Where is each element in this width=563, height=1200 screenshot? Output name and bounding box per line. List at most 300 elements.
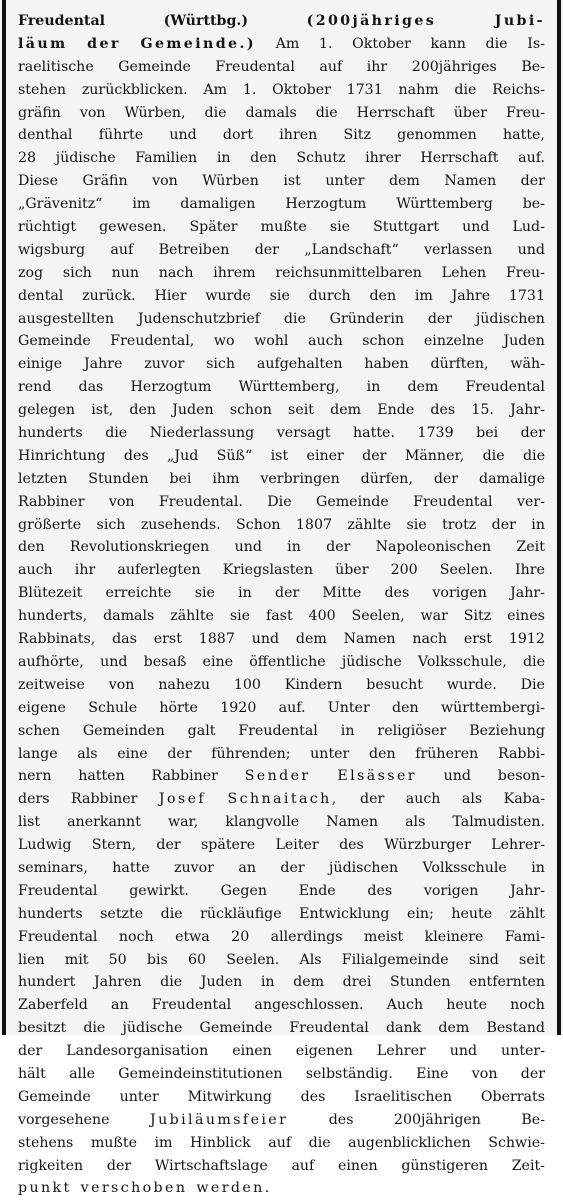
word: im: [414, 287, 433, 304]
word: vorigen: [432, 585, 487, 602]
word: Herrschaft: [356, 104, 435, 121]
word: des: [384, 585, 410, 602]
word: 1.: [242, 81, 257, 98]
word: den: [18, 539, 45, 556]
word: eines: [507, 608, 545, 625]
word: Auch: [386, 997, 424, 1014]
word: 100: [233, 676, 261, 693]
word: besaß: [143, 653, 187, 670]
word: dank: [385, 1020, 422, 1037]
word: (200jähriges: [306, 13, 437, 29]
word: Seelen.: [439, 562, 493, 579]
word: kleinere: [424, 928, 484, 945]
word: zuvor: [174, 859, 214, 876]
word: sind: [468, 951, 499, 968]
text-line: [18, 468, 545, 491]
word: Seelen,: [351, 608, 405, 625]
word: jüdischen: [329, 859, 399, 876]
word: und: [462, 219, 490, 236]
word: Männer,: [404, 447, 465, 464]
word: hatten: [78, 768, 125, 785]
word: Namen: [343, 631, 396, 648]
word: der: [167, 745, 192, 762]
word: bis: [146, 951, 168, 968]
word: anerkannt: [67, 814, 141, 831]
word: Freudental.: [158, 493, 243, 510]
word: ihm: [212, 470, 240, 487]
text-line: [18, 399, 545, 422]
word: augenblicklichen: [348, 1134, 471, 1151]
word: Schwie-: [488, 1134, 545, 1151]
text-line: [18, 1063, 545, 1086]
word: entfernten: [468, 974, 545, 991]
word: der: [520, 425, 545, 442]
word: lien: [18, 951, 45, 968]
word: hatte,: [503, 127, 545, 144]
word: galt: [187, 722, 216, 739]
word: Süß“: [216, 447, 253, 464]
word: die: [522, 447, 545, 464]
word: das: [78, 379, 104, 396]
word: sich: [206, 356, 235, 373]
text-line: [18, 926, 545, 949]
word: Entwicklung: [299, 905, 390, 922]
word: 1731: [508, 287, 545, 304]
word: hunderts: [18, 425, 83, 442]
word: der: [254, 241, 279, 258]
word: Be-: [521, 1111, 545, 1128]
word: versagt: [276, 425, 331, 442]
word: des: [430, 402, 456, 419]
word: Hier: [154, 287, 187, 304]
word: Gemeinde: [118, 58, 191, 75]
text-line: [18, 376, 545, 399]
word: nach: [412, 631, 448, 648]
word: sie: [229, 608, 251, 625]
word: Wirtschaftslage: [154, 1157, 268, 1174]
word: Jahren: [93, 974, 142, 991]
word: aufhörte,: [18, 653, 84, 670]
word: jüdische: [122, 1020, 183, 1037]
word: Josef: [158, 791, 207, 808]
word: wo: [213, 333, 235, 350]
word: vorigen: [423, 882, 479, 899]
text-line: [18, 445, 545, 468]
word: Die: [267, 493, 292, 510]
text-line: [18, 262, 545, 285]
word: gelegen: [18, 402, 76, 419]
word: gewesen.: [99, 219, 167, 236]
text-line: [18, 353, 545, 376]
word: mußte: [260, 219, 307, 236]
word: Napoleonischen: [375, 539, 492, 556]
word: gräfin: [18, 104, 61, 121]
word: Beziehung: [469, 722, 545, 739]
word: dürften,: [430, 356, 489, 373]
word: Kaba-: [503, 791, 545, 808]
word: den: [368, 745, 396, 762]
word: Jahr-: [510, 402, 545, 419]
word: letzten: [18, 470, 68, 487]
word: Würben: [202, 173, 259, 190]
word: Elsässer: [337, 768, 417, 785]
word: aufgehalten: [256, 356, 343, 373]
word: auf: [319, 58, 343, 75]
text-line: [18, 834, 545, 857]
word: der: [520, 173, 545, 190]
word: Unter: [327, 699, 370, 716]
word: religiöser: [377, 722, 447, 739]
word: verlassen: [424, 241, 493, 258]
word: 1.: [318, 35, 333, 52]
word: ver-: [516, 493, 545, 510]
word: als: [405, 814, 426, 831]
word: Gemeinde: [315, 493, 389, 510]
word: stehens: [18, 1134, 74, 1151]
word: zählte: [347, 516, 392, 533]
word: ihren: [279, 127, 318, 144]
word: Sitz: [343, 127, 371, 144]
word: zählte: [170, 608, 214, 625]
word: Gegen: [220, 882, 267, 899]
word: wurde: [205, 287, 251, 304]
word: verschoben: [80, 1180, 188, 1197]
word: Juden: [172, 402, 214, 419]
word: in: [287, 539, 301, 556]
text-line: [18, 422, 545, 445]
word: beson-: [497, 768, 545, 785]
word: nern: [18, 768, 52, 785]
word: Zeit-: [511, 1157, 545, 1174]
word: erreichte: [105, 585, 172, 602]
word: sie: [194, 585, 215, 602]
word: Eine: [416, 1065, 449, 1082]
word: Lud-: [512, 219, 545, 236]
word: Mitwirkung: [187, 1088, 272, 1105]
word: und: [443, 768, 472, 785]
text-line: [18, 124, 545, 147]
word: Gemeinde.): [140, 35, 256, 52]
word: setzte: [100, 905, 144, 922]
text-line: [18, 216, 545, 239]
word: 60: [187, 951, 207, 968]
text-line: [18, 674, 545, 697]
text-line: [18, 330, 545, 353]
word: haben: [364, 356, 409, 373]
text-line: [18, 102, 545, 125]
word: die: [485, 35, 508, 52]
word: Stern,: [91, 837, 137, 854]
word: der: [491, 516, 516, 533]
word: auf: [268, 1134, 292, 1151]
word: Gründerin: [329, 310, 404, 327]
word: als: [77, 745, 98, 762]
text-line: [18, 1040, 545, 1063]
word: die: [315, 104, 338, 121]
word: 50: [108, 951, 127, 968]
word: Freudental: [465, 379, 545, 396]
word: Gemeinde: [18, 1088, 91, 1105]
text-line: [18, 559, 545, 582]
word: alle: [69, 1065, 96, 1082]
word: Bestand: [486, 1020, 545, 1037]
word: Juden: [503, 333, 545, 350]
text-line: [18, 651, 545, 674]
word: Leiter: [275, 837, 319, 854]
word: wigsburg: [18, 241, 86, 258]
word: von: [108, 676, 135, 693]
word: früheren: [415, 745, 479, 762]
word: Schnaitach,: [227, 791, 339, 808]
word: des: [123, 447, 149, 464]
word: jüdische: [341, 653, 402, 670]
word: 200jährigen: [393, 1111, 481, 1128]
word: auf.: [278, 699, 306, 716]
word: drei: [342, 974, 372, 991]
word: werden.: [196, 1180, 272, 1197]
text-line: [18, 239, 545, 262]
word: läum: [18, 35, 68, 52]
word: 1887: [198, 631, 235, 648]
word: Ende: [377, 402, 415, 419]
word: die: [522, 653, 545, 670]
word: nahm: [398, 81, 439, 98]
word: die: [283, 310, 306, 327]
word: einer: [306, 447, 344, 464]
word: 1912: [508, 631, 545, 648]
word: selbständig.: [305, 1065, 393, 1082]
word: zuvor: [144, 356, 185, 373]
word: wäh-: [510, 356, 545, 373]
word: hunderts: [18, 905, 83, 922]
word: öffentliche: [249, 653, 326, 670]
word: ist: [283, 173, 301, 190]
word: Zaberfeld: [18, 997, 88, 1014]
word: zurückblicken.: [81, 81, 188, 98]
word: Am: [275, 35, 300, 52]
word: dem: [293, 974, 325, 991]
word: jüdischen: [475, 310, 545, 327]
word: die: [308, 1134, 331, 1151]
word: fast: [265, 608, 293, 625]
word: erst: [153, 631, 182, 648]
word: Freu-: [505, 264, 545, 281]
word: über: [453, 104, 488, 121]
word: auferlegten: [117, 562, 201, 579]
word: die: [204, 104, 227, 121]
word: Freudental: [238, 722, 318, 739]
word: des: [300, 1088, 326, 1105]
word: und: [169, 127, 197, 144]
word: in: [531, 516, 545, 533]
word: Oberrats: [480, 1088, 545, 1105]
word: ihr: [366, 58, 388, 75]
article-freudental: [18, 10, 545, 1200]
word: schon: [362, 333, 405, 350]
word: der: [362, 447, 387, 464]
word: Fami-: [504, 928, 545, 945]
word: zeitweise: [18, 676, 85, 693]
word: Ludwig: [18, 837, 72, 854]
word: Kindern: [284, 676, 343, 693]
word: damals: [245, 104, 297, 121]
word: Is-: [527, 35, 545, 52]
word: eine: [202, 653, 234, 670]
word: einige: [18, 356, 63, 373]
word: dem: [438, 1020, 470, 1037]
word: und: [251, 631, 280, 648]
word: Revolutionskriegen: [69, 539, 210, 556]
word: Gemeindeinstitutionen: [118, 1065, 283, 1082]
word: mit: [64, 951, 89, 968]
word: Jahr-: [510, 882, 545, 899]
word: sie: [329, 219, 351, 236]
text-line: [18, 697, 545, 720]
word: Filialgemeinde: [341, 951, 449, 968]
word: führenden;: [211, 745, 291, 762]
word: Hinblick: [190, 1134, 251, 1151]
word: Namen: [326, 814, 379, 831]
word: schen: [18, 722, 60, 739]
text-line: [18, 765, 545, 788]
word: und: [449, 1043, 478, 1060]
word: Lehrer: [376, 1043, 426, 1060]
text-line: [18, 56, 545, 79]
word: zog: [18, 264, 44, 281]
word: an: [110, 997, 129, 1014]
word: denthal: [18, 127, 73, 144]
text-line: [18, 1086, 545, 1109]
word: Talmudisten.: [452, 814, 545, 831]
word: ihrer: [365, 150, 401, 167]
word: in: [531, 859, 545, 876]
word: der: [156, 837, 181, 854]
word: sich: [62, 264, 92, 281]
text-line: [18, 880, 545, 903]
word: günstigeren: [401, 1157, 488, 1174]
word: trotz: [442, 516, 477, 533]
text-line: [18, 1109, 545, 1132]
word: noch: [510, 997, 545, 1014]
word: ders: [18, 791, 50, 808]
word: Rabbiner: [18, 493, 85, 510]
word: Ende: [298, 882, 336, 899]
word: in: [366, 379, 381, 396]
word: Be-: [521, 58, 545, 75]
word: dort: [222, 127, 254, 144]
word: sich: [96, 516, 126, 533]
word: 1739: [417, 425, 454, 442]
word: Mitte: [322, 585, 362, 602]
word: die: [105, 425, 128, 442]
word: Landesorganisation: [66, 1043, 209, 1060]
word: dem: [330, 402, 362, 419]
word: 20: [231, 928, 250, 945]
word: damaligen: [180, 196, 256, 213]
word: Schon: [236, 516, 281, 533]
word: Schule: [88, 699, 138, 716]
word: führte: [98, 127, 144, 144]
text-line: [18, 170, 545, 193]
word: heute: [446, 997, 488, 1014]
word: Reichs-: [492, 81, 545, 98]
text-line: [18, 308, 545, 331]
text-line: [18, 903, 545, 926]
text-line: [18, 514, 545, 537]
word: hält: [18, 1065, 46, 1082]
text-line: [18, 811, 545, 834]
word: des: [367, 882, 393, 899]
word: verbringen: [260, 470, 340, 487]
word: zählt: [509, 905, 545, 922]
word: auf: [110, 241, 134, 258]
word: seit: [519, 951, 545, 968]
word: eigenen: [295, 1043, 353, 1060]
word: auf.: [518, 150, 545, 167]
word: ist: [270, 447, 289, 464]
word: „Landschaft“: [304, 241, 399, 258]
word: sie: [406, 516, 427, 533]
word: ist,: [91, 402, 114, 419]
word: der: [280, 859, 305, 876]
word: Freudental: [215, 58, 295, 75]
word: an: [238, 859, 256, 876]
word: mußte: [90, 1134, 138, 1151]
word: damals: [103, 608, 155, 625]
word: etwa: [175, 928, 210, 945]
text-line: [18, 1017, 545, 1040]
word: rüchtigt: [18, 219, 77, 236]
word: auch: [18, 562, 53, 579]
word: hundert: [18, 974, 76, 991]
word: Herzogtum: [130, 379, 212, 396]
word: kann: [430, 35, 466, 52]
word: Gemeinden: [82, 722, 165, 739]
word: Gemeinde: [199, 1020, 273, 1037]
word: und: [517, 241, 545, 258]
text-line: [18, 79, 545, 102]
word: Sender: [244, 768, 311, 785]
text-line: [18, 33, 545, 56]
word: stehen: [18, 81, 67, 98]
word: Lehen: [441, 264, 487, 281]
word: Diese: [18, 173, 58, 190]
word: genommen: [397, 127, 477, 144]
word: den: [392, 699, 419, 716]
word: Stunden: [88, 470, 149, 487]
word: Jahre: [451, 287, 491, 304]
word: war: [420, 608, 448, 625]
word: 400: [308, 608, 336, 625]
word: Familien: [135, 150, 198, 167]
word: eine: [117, 745, 148, 762]
word: Herrschaft: [420, 150, 499, 167]
text-line: [18, 1177, 545, 1200]
word: meist: [363, 928, 404, 945]
text-line: [18, 605, 545, 628]
word: 1731: [346, 81, 383, 98]
right-column-rule: [557, 0, 561, 1035]
word: Namen: [444, 173, 497, 190]
word: Sitz: [463, 608, 492, 625]
word: Freudental: [413, 493, 493, 510]
word: die: [454, 81, 477, 98]
word: auch: [405, 791, 441, 808]
word: rigkeiten: [18, 1157, 84, 1174]
word: dürfen,: [360, 470, 413, 487]
word: Oktober: [352, 35, 411, 52]
word: Israelitischen: [354, 1088, 453, 1105]
